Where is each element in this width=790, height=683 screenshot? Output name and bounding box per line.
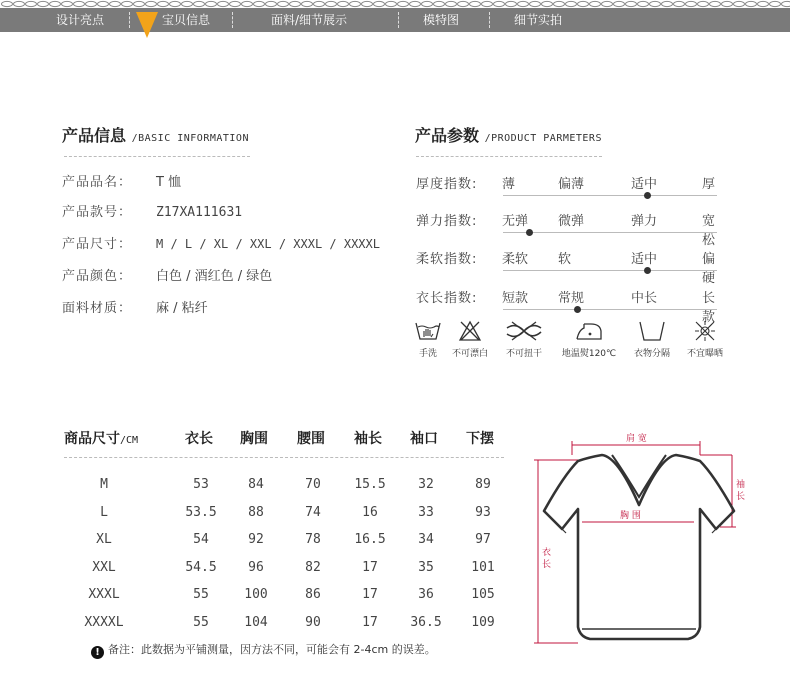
param-selected-marker (574, 306, 581, 313)
param-option: 常规 (558, 291, 585, 306)
param-label: 柔软指数: (416, 252, 478, 267)
param-scale-line (503, 270, 717, 271)
size-cell: 104 (244, 614, 268, 630)
param-option: 宽松 (702, 214, 716, 248)
info-value: T 恤 (156, 175, 182, 190)
param-option: 软 (558, 252, 572, 267)
size-cell: 35 (418, 559, 434, 575)
size-cell: 92 (248, 532, 264, 547)
size-header: 袖口 (410, 431, 438, 447)
param-label: 衣长指数: (416, 291, 478, 306)
nav-item-model[interactable]: 模特图 (423, 13, 460, 27)
size-cell: 74 (305, 504, 321, 520)
size-row-label: XXXXL (84, 614, 124, 630)
param-row (416, 173, 726, 203)
product-info-subtitle: /BASIC INFORMATION (131, 133, 249, 144)
param-scale-line (503, 309, 717, 310)
info-label: 产品品名： (62, 175, 133, 190)
size-cell: 16.5 (354, 532, 386, 547)
size-cell: 86 (305, 587, 321, 602)
size-cell: 55 (193, 587, 209, 602)
param-option: 柔软 (502, 252, 529, 267)
care-label: 地温熨120℃ (561, 349, 617, 359)
nav-divider (398, 12, 399, 28)
info-row-material (62, 297, 208, 316)
size-cell: 88 (248, 504, 264, 520)
param-option: 适中 (631, 252, 658, 267)
size-cell: 17 (362, 587, 378, 602)
product-params-title: 产品参数 (415, 126, 480, 145)
care-item (680, 320, 730, 359)
sleeve-label: 袖长 (736, 480, 746, 502)
size-cell: 78 (305, 532, 321, 547)
size-cell: 89 (475, 477, 491, 492)
divider (416, 156, 602, 157)
param-label: 厚度指数: (416, 177, 478, 192)
care-item (554, 320, 624, 359)
divider (64, 156, 250, 157)
info-label: 产品尺寸： (62, 237, 133, 252)
size-cell: 96 (248, 559, 264, 575)
param-option: 弹力 (631, 214, 658, 229)
size-row-label: XXL (92, 559, 116, 575)
info-label: 产品颜色： (62, 269, 133, 284)
care-label: 不可漂白 (451, 349, 488, 359)
care-label: 不可扭干 (505, 349, 542, 359)
size-cell: 90 (305, 614, 321, 630)
info-row-sizes (62, 233, 380, 252)
care-label: 衣物分隔 (633, 349, 670, 359)
care-label: 不宜曝晒 (686, 349, 723, 359)
param-option: 微弹 (558, 214, 585, 229)
care-item (500, 320, 548, 359)
no-sun-icon (693, 320, 717, 342)
care-item (626, 320, 678, 359)
param-option: 适中 (631, 177, 658, 192)
size-cell: 84 (248, 477, 264, 492)
divider (64, 457, 504, 458)
param-row (416, 248, 726, 286)
info-label: 产品款号： (62, 205, 133, 220)
param-option: 长款 (702, 291, 716, 325)
info-value: 麻 / 粘纤 (156, 301, 208, 316)
nav-divider (232, 12, 233, 28)
low-iron-icon (573, 320, 605, 342)
param-row (416, 287, 726, 325)
param-option: 厚 (702, 177, 716, 192)
param-selected-marker (644, 267, 651, 274)
product-info-title: 产品信息 (62, 126, 127, 145)
size-cell: 53.5 (185, 504, 217, 520)
nav-divider (129, 12, 130, 28)
nav-divider (489, 12, 490, 28)
param-option: 无弹 (502, 214, 529, 229)
size-cell: 16 (362, 504, 378, 520)
shoulder-label: 肩 宽 (626, 434, 647, 444)
size-cell: 105 (471, 587, 495, 602)
info-value: Z17XA111631 (156, 205, 243, 220)
care-item (446, 320, 494, 359)
size-header: 下摆 (466, 431, 494, 447)
info-value: M / L / XL / XXL / XXXL / XXXXL (156, 237, 380, 251)
param-selected-marker (644, 192, 651, 199)
size-cell: 53 (193, 477, 209, 492)
size-header: 袖长 (354, 431, 382, 447)
size-cell: 34 (418, 532, 434, 547)
size-cell: 93 (475, 504, 491, 520)
param-option: 偏硬 (702, 252, 716, 286)
nav-item-design[interactable]: 设计亮点 (56, 13, 105, 27)
size-cell: 36 (418, 587, 434, 602)
size-unit: /CM (120, 435, 139, 446)
product-params-subtitle: /PRODUCT PARMETERS (484, 133, 602, 144)
size-cell: 101 (471, 559, 495, 575)
note-text: 备注：此数据为平铺测量，因方法不同，可能会有 2-4cm 的误差。 (108, 643, 436, 656)
tshirt-outline-icon (520, 415, 790, 660)
info-row-colors (62, 265, 272, 284)
size-cell: 17 (362, 614, 378, 630)
param-scale-line (503, 232, 717, 233)
product-info-heading (62, 123, 249, 146)
size-cell: 32 (418, 477, 434, 492)
size-cell: 36.5 (410, 614, 442, 630)
param-option: 短款 (502, 291, 529, 306)
param-scale-line (503, 195, 717, 196)
care-item (414, 320, 442, 359)
info-label: 面料材质： (62, 301, 133, 316)
size-header: 腰围 (297, 431, 325, 447)
warning-icon: ! (91, 646, 104, 659)
product-params-heading (415, 123, 602, 146)
info-value: 白色 / 酒红色 / 绿色 (156, 269, 273, 284)
no-bleach-icon (458, 320, 482, 342)
size-table-title (64, 428, 138, 448)
length-label: 衣长 (542, 548, 552, 570)
param-option: 偏薄 (558, 177, 585, 192)
param-option: 薄 (502, 177, 516, 192)
size-cell: 100 (244, 587, 268, 602)
size-cell: 33 (418, 504, 434, 520)
measurement-note (91, 641, 436, 659)
size-cell: 82 (305, 559, 321, 575)
param-label: 弹力指数: (416, 214, 478, 229)
nav-item-product-info[interactable]: 宝贝信息 (162, 13, 211, 27)
tshirt-measurement-diagram (520, 415, 790, 660)
size-cell: 55 (193, 614, 209, 630)
info-row-name (62, 171, 181, 190)
size-row-label: M (100, 477, 108, 492)
param-selected-marker (526, 229, 533, 236)
nav-bar (0, 8, 790, 32)
chest-label: 胸 围 (620, 511, 641, 521)
param-row (416, 210, 726, 248)
size-row-label: XL (96, 532, 112, 547)
size-cell: 70 (305, 477, 321, 492)
size-cell: 15.5 (354, 477, 386, 492)
top-chain-decoration (0, 0, 790, 8)
size-row-label: L (100, 504, 108, 520)
separate-wash-icon (637, 320, 667, 342)
no-wring-icon (504, 320, 544, 342)
nav-pointer-arrow (136, 12, 158, 38)
nav-item-detail[interactable]: 细节实拍 (514, 13, 563, 27)
size-cell: 17 (362, 559, 378, 575)
size-cell: 109 (471, 614, 495, 630)
info-row-style-no (62, 201, 242, 220)
size-row-label: XXXL (88, 587, 120, 602)
size-cell: 54 (193, 532, 209, 547)
size-cell: 97 (475, 532, 491, 547)
param-option: 中长 (631, 291, 658, 306)
size-title-text: 商品尺寸 (64, 431, 120, 447)
hand-wash-icon (414, 320, 442, 342)
size-header: 衣长 (185, 431, 213, 447)
nav-item-fabric[interactable]: 面料/细节展示 (271, 13, 348, 27)
size-header: 胸围 (240, 431, 268, 447)
size-cell: 54.5 (185, 559, 217, 575)
care-label: 手洗 (418, 349, 437, 359)
